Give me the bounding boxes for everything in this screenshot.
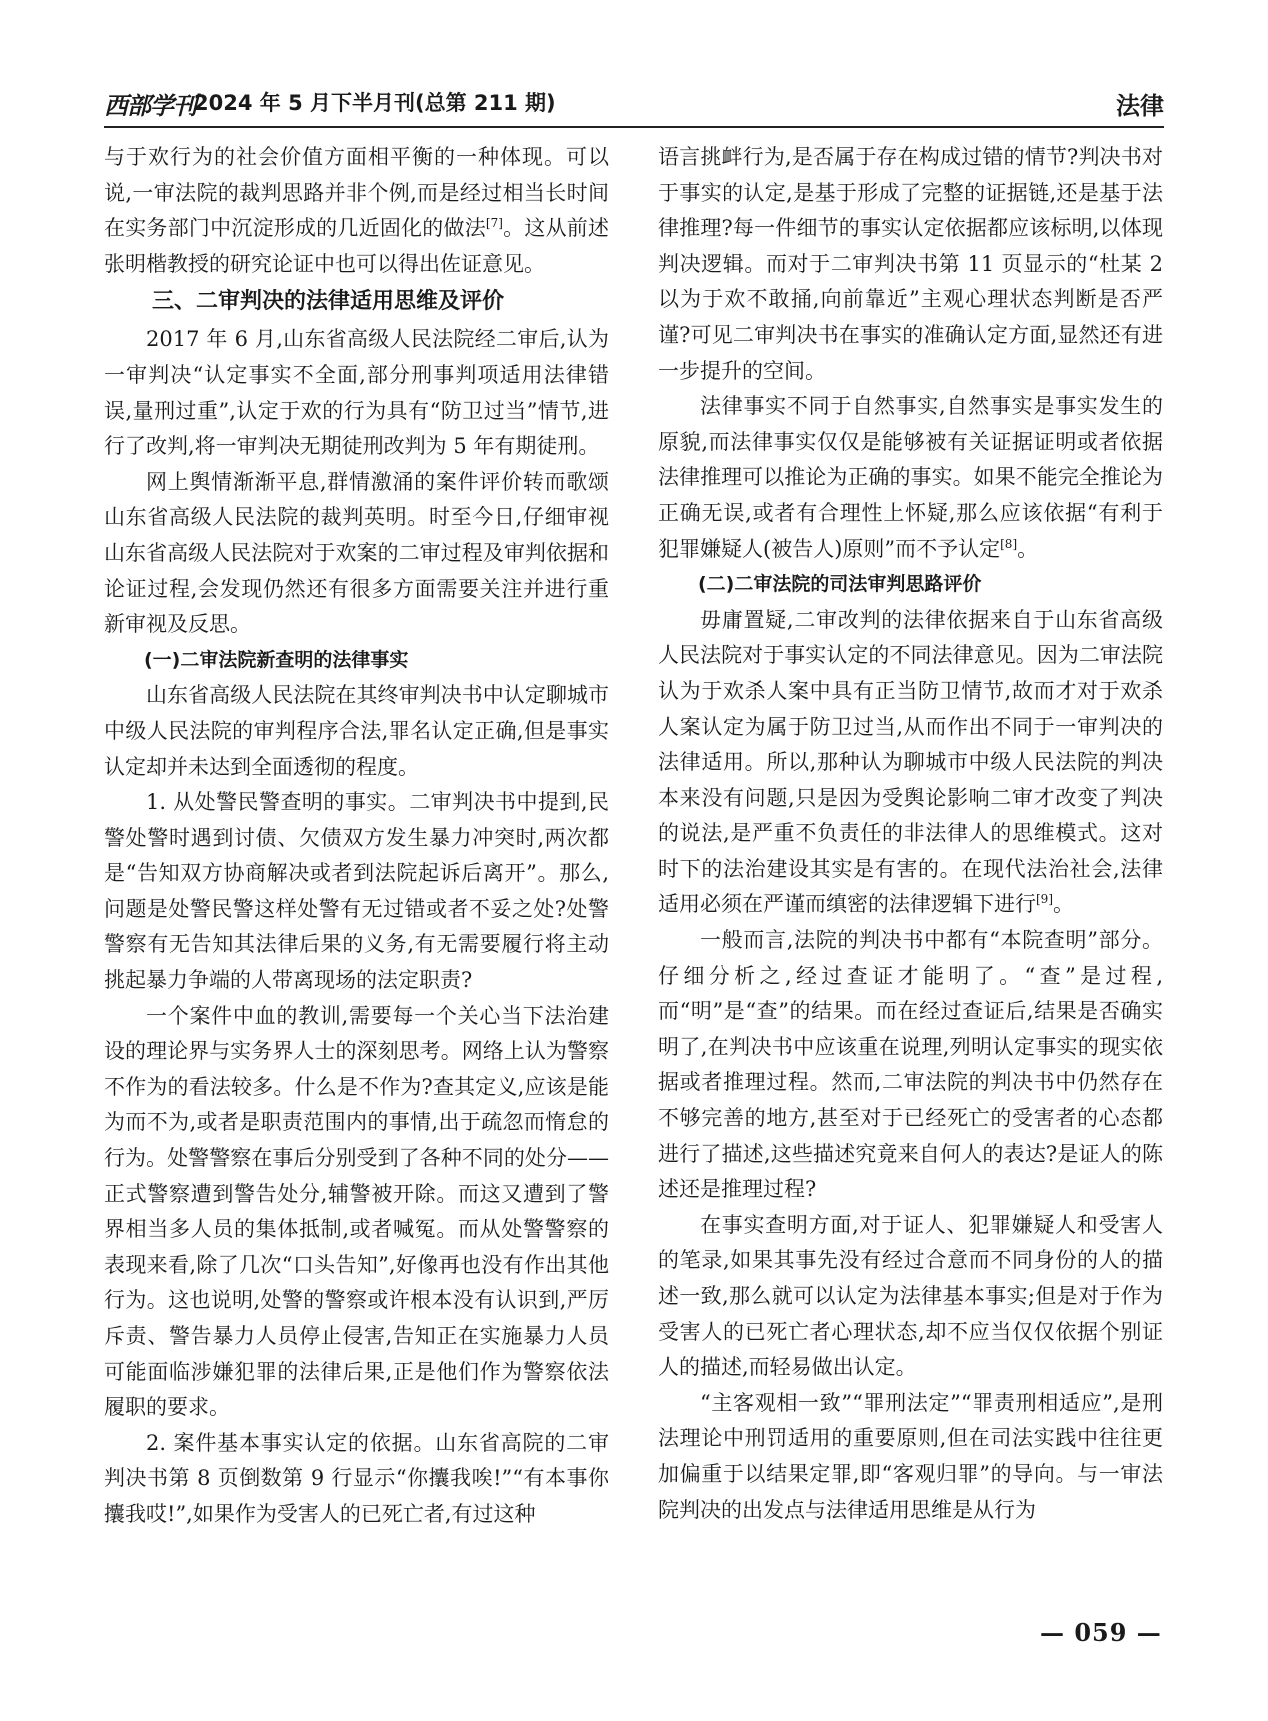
- paragraph: 在事实查明方面,对于证人、犯罪嫌疑人和受害人的笔录,如果其事先没有经过合意而不同身份的人的描述一致,那么就可以认定为法律基本事实;但是对于作为受害人的已死亡者心理状态,却不应当仅仅依据个别证人的描述,而轻易做出认定。: [658, 1212, 1163, 1380]
- paragraph: 毋庸置疑,二审改判的法律依据来自于山东省高级人民法院对于事实认定的不同法律意见。因为二审法院认为于欢杀人案中具有正当防卫情节,故而才对于欢杀人案认定为属于防卫过当,从而作出不同于一审判决的法律适用。所以,那种认为聊城市中级人民法院的判决本来没有问题,只是因为受舆论影响二审才改变了判决的说法,是严重不负责任的非法律人的思维模式。这对时下的法治建设其实是有害的。在现代法治社会,法律适用必须在严谨而缜密的法律逻辑下进行[9]。: [658, 607, 1163, 917]
- paragraph: 法律事实不同于自然事实,自然事实是事实发生的原貌,而法律事实仅仅是能够被有关证据证明或者依据法律推理可以推论为正确的事实。如果不能完全推论为正确无误,或者有合理性上怀疑,那么应该依据“有利于犯罪嫌疑人(被告人)原则”而不予认定[8]。: [658, 394, 1163, 561]
- paragraph: 2. 案件基本事实认定的依据。山东省高院的二审判决书第 8 页倒数第 9 行显示“你攮我唉!”“有本事你攮我哎!”,如果作为受害人的已死亡者,有过这种: [104, 1430, 609, 1526]
- page-header: [104, 84, 1164, 122]
- paragraph: 语言挑衅行为,是否属于存在构成过错的情节?判决书对于事实的认定,是基于形成了完整的证据链,还是基于法律推理?每一件细节的事实认定依据都应该标明,以体现判决逻辑。而对于二审判决书第 11 页显示的“杜某 2 以为于欢不敢捅,向前靠近”主观心理状态判断是否严谨?可见二审判决书在事实的准确认定方面,显然还有进一步提升的空间。: [658, 145, 1163, 383]
- paragraph: 与于欢行为的社会价值方面相平衡的一种体现。可以说,一审法院的裁判思路并非个例,而是经过相当长时间在实务部门中沉淀形成的几近固化的做法[7]。这从前述张明楷教授的研究论证中也可以得出佐证意见。: [104, 145, 610, 276]
- paragraph: “主客观相一致”“罪刑法定”“罪责刑相适应”,是刑法理论中刑罚适用的重要原则,但在司法实践中往往更加偏重于以结果定罪,即“客观归罪”的导向。与一审法院判决的出发点与法律适用思维是从行为: [658, 1390, 1163, 1522]
- left-column: [104, 140, 609, 1533]
- paragraph: 一般而言,法院的判决书中都有“本院查明”部分。仔细分析之,经过查证才能明了。“查”是过程,而“明”是“查”的结果。而在经过查证后,结果是否确实明了,在判决书中应该重在说理,列明认定事实的现实依据或者推理过程。然而,二审法院的判决书中仍然存在不够完善的地方,甚至对于已经死亡的受害者的心态都进行了描述,这些描述究竟来自何人的表达?是证人的陈述还是推理过程?: [658, 928, 1163, 1202]
- section-label: 法律: [1116, 92, 1164, 120]
- subsection-heading: (一)二审法院新查明的法律事实: [144, 648, 409, 671]
- journal-logo: 西部学刊: [104, 91, 196, 120]
- citation-ref: [8]: [1000, 536, 1018, 551]
- citation-ref: [7]: [485, 216, 503, 231]
- paragraph: 一个案件中血的教训,需要每一个关心当下法治建设的理论界与实务界人士的深刻思考。网络上认为警察不作为的看法较多。什么是不作为?查其定义,应该是能为而不为,或者是职责范围内的事情,出于疏忽而惰怠的行为。处警警察在事后分别受到了各种不同的处分——正式警察遭到警告处分,辅警被开除。而这又遭到了警界相当多人员的集体抵制,或者喊冤。而从处警警察的表现来看,除了几次“口头告知”,好像再也没有作出其他行为。这也说明,处警的警察或许根本没有认识到,严厉斥责、警告暴力人员停止侵害,告知正在实施暴力人员可能面临涉嫌犯罪的法律后果,正是他们作为警察依法履职的要求。: [104, 1003, 609, 1420]
- citation-ref: [9]: [1036, 892, 1053, 907]
- issue-info: 2024 年 5 月下半月刊(总第 211 期): [194, 91, 556, 115]
- subsection-heading: (二)二审法院的司法审判思路评价: [698, 573, 982, 596]
- page-number: — 059 —: [1040, 1618, 1162, 1647]
- paragraph: 2017 年 6 月,山东省高级人民法院经二审后,认为一审判决“认定事实不全面,部分刑事判项适用法律错误,量刑过重”,认定于欢的行为具有“防卫过当”情节,进行了改判,将一审判决无期徒刑改判为 5 年有期徒刑。: [104, 327, 609, 459]
- header-divider: [104, 126, 1164, 128]
- paragraph: 1. 从处警民警查明的事实。二审判决书中提到,民警处警时遇到讨债、欠债双方发生暴力冲突时,两次都是“告知双方协商解决或者到法院起诉后离开”。那么,问题是处警民警这样处警有无过错或者不妥之处?处警警察有无告知其法律后果的义务,有无需要履行将主动挑起暴力争端的人带离现场的法定职责?: [104, 790, 609, 993]
- paragraph: 网上舆情渐渐平息,群情激涌的案件评价转而歌颂山东省高级人民法院的裁判英明。时至今日,仔细审视山东省高级人民法院对于欢案的二审过程及审判依据和论证过程,会发现仍然还有很多方面需要关注并进行重新审视及反思。: [104, 469, 609, 637]
- right-column: [658, 140, 1163, 1528]
- paragraph: 山东省高级人民法院在其终审判决书中认定聊城市中级人民法院的审判程序合法,罪名认定正确,但是事实认定却并未达到全面透彻的程度。: [104, 683, 609, 779]
- section-heading: 三、二审判决的法律适用思维及评价: [152, 289, 505, 315]
